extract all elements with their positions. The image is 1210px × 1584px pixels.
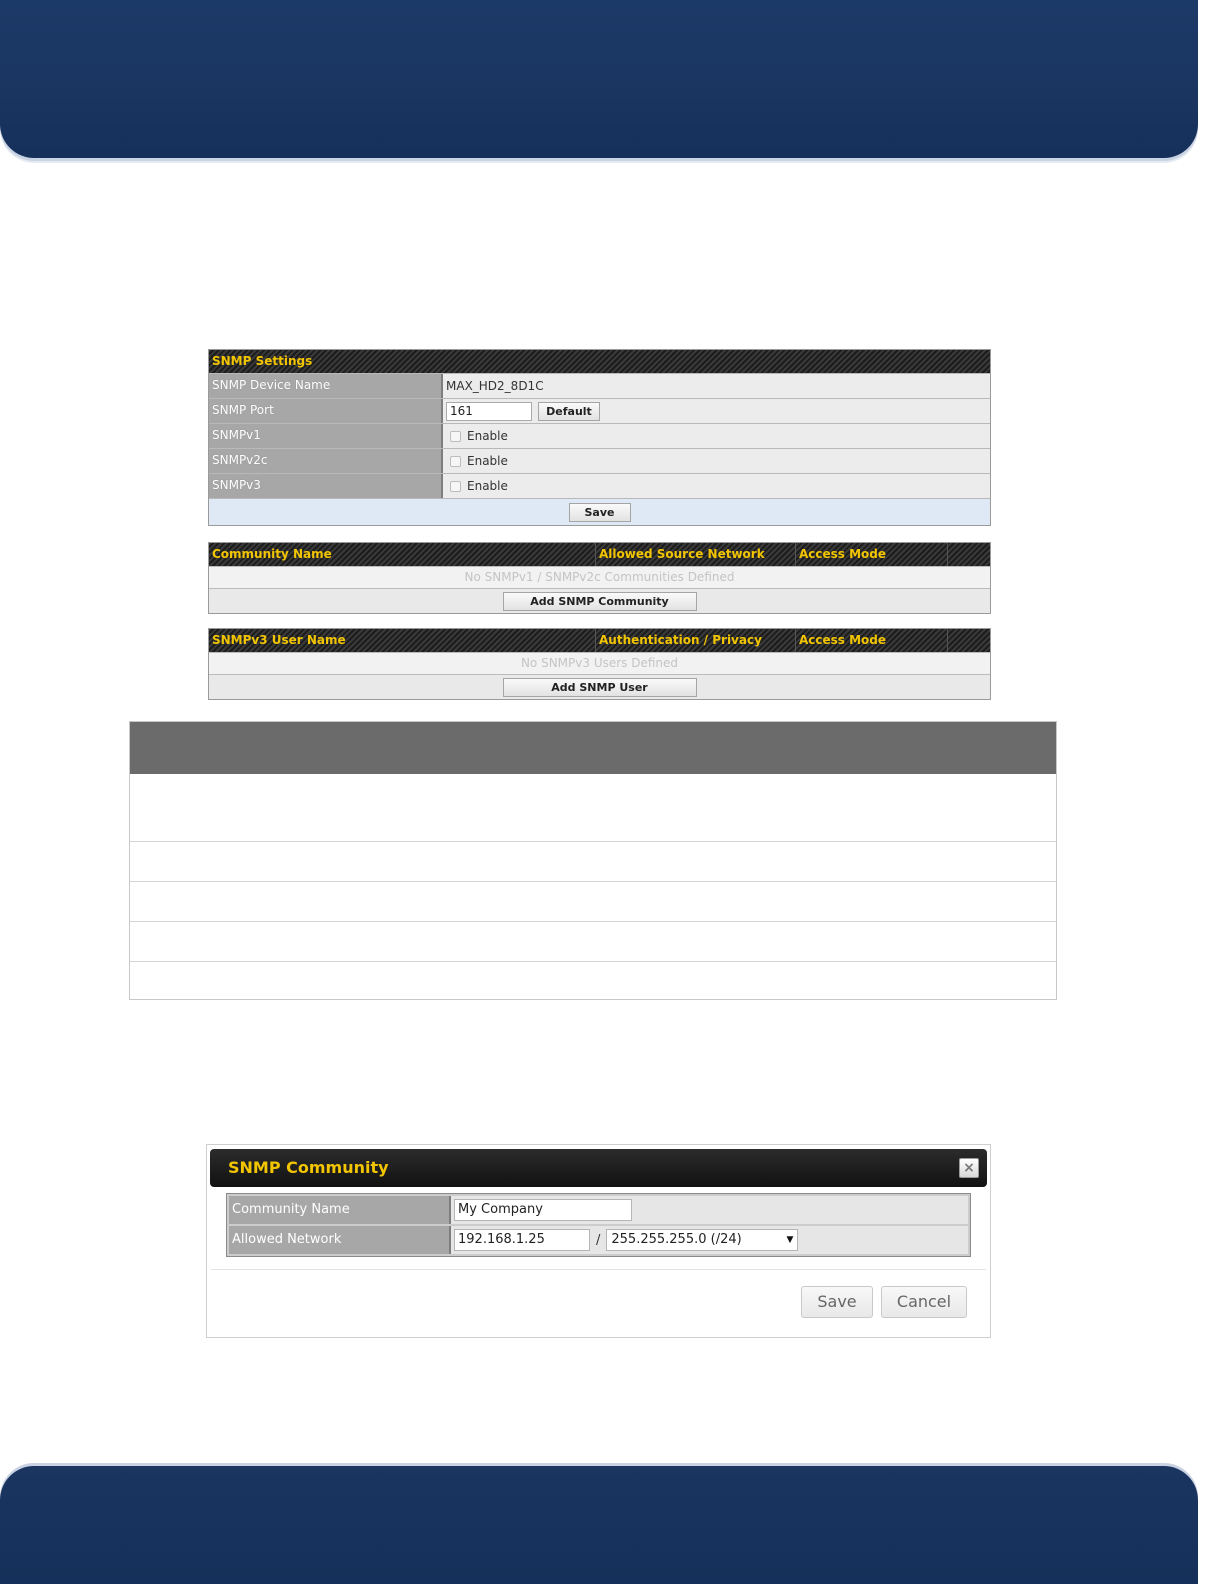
snmp-port-value xyxy=(443,399,990,423)
col-auth-privacy: Authentication / Privacy xyxy=(596,629,796,652)
users-table-header xyxy=(209,629,990,652)
dialog-save-button[interactable]: Save xyxy=(801,1286,873,1318)
allowed-network-label: Allowed Network xyxy=(229,1226,451,1254)
add-user-row xyxy=(209,674,990,699)
snmpv1-label: SNMPv1 xyxy=(209,424,443,448)
dialog-title: SNMP Community xyxy=(228,1158,389,1177)
description-row xyxy=(130,881,1056,921)
dropdown-arrow-icon: ▼ xyxy=(786,1235,794,1245)
allowed-network-value xyxy=(451,1226,968,1254)
save-settings-button[interactable]: Save xyxy=(569,503,631,522)
snmpv1-row xyxy=(209,423,990,448)
community-table-header xyxy=(209,543,990,566)
network-separator: / xyxy=(596,1232,601,1248)
device-name-row xyxy=(209,373,990,398)
col-allowed-source-network: Allowed Source Network xyxy=(596,543,796,566)
no-communities-text: No SNMPv1 / SNMPv2c Communities Defined xyxy=(209,566,990,588)
snmp-settings-title: SNMP Settings xyxy=(209,350,990,373)
add-snmp-user-button[interactable]: Add SNMP User xyxy=(503,678,697,697)
snmp-port-row xyxy=(209,398,990,423)
netmask-select[interactable] xyxy=(606,1229,798,1251)
description-row xyxy=(130,774,1056,841)
no-users-text: No SNMPv3 Users Defined xyxy=(209,652,990,674)
community-name-value xyxy=(451,1196,968,1224)
dialog-form xyxy=(226,1193,971,1257)
snmpv3-enable-checkbox[interactable] xyxy=(450,481,461,492)
snmpv1-value xyxy=(443,424,990,448)
snmpv3-users-table xyxy=(208,628,991,700)
col-community-name: Community Name xyxy=(209,543,596,566)
snmpv2c-row xyxy=(209,448,990,473)
snmpv3-value xyxy=(443,474,990,498)
snmpv2c-enable-label: Enable xyxy=(467,453,508,468)
close-icon[interactable]: × xyxy=(959,1158,979,1178)
network-ip-input[interactable]: 192.168.1.25 xyxy=(454,1229,590,1251)
col-user-name: SNMPv3 User Name xyxy=(209,629,596,652)
col-user-access-mode: Access Mode xyxy=(796,629,948,652)
device-name-label: SNMP Device Name xyxy=(209,374,443,398)
snmpv2c-enable-checkbox[interactable] xyxy=(450,456,461,467)
col-access-mode: Access Mode xyxy=(796,543,948,566)
save-row xyxy=(209,498,990,525)
col-user-actions xyxy=(948,629,990,652)
default-port-button[interactable]: Default xyxy=(538,402,600,421)
device-name-text: MAX_HD2_8D1C xyxy=(446,378,544,393)
dialog-footer xyxy=(211,1269,986,1333)
snmpv1-enable-label: Enable xyxy=(467,428,508,443)
add-snmp-community-button[interactable]: Add SNMP Community xyxy=(503,592,697,611)
dialog-title-bar xyxy=(210,1149,987,1187)
community-name-row xyxy=(229,1196,968,1224)
snmpv3-enable-label: Enable xyxy=(467,478,508,493)
description-table-header xyxy=(130,722,1056,774)
description-row xyxy=(130,921,1056,961)
netmask-selected-value: 255.255.255.0 (/24) xyxy=(611,1232,742,1247)
snmpv3-row xyxy=(209,473,990,498)
community-name-label: Community Name xyxy=(229,1196,451,1224)
snmp-settings-panel xyxy=(208,349,991,526)
snmp-port-label: SNMP Port xyxy=(209,399,443,423)
snmpv3-label: SNMPv3 xyxy=(209,474,443,498)
bottom-banner xyxy=(0,1466,1198,1584)
top-banner xyxy=(0,0,1198,158)
snmpv2c-value xyxy=(443,449,990,473)
description-row xyxy=(130,841,1056,881)
col-actions xyxy=(948,543,990,566)
community-table xyxy=(208,542,991,614)
description-table xyxy=(129,721,1057,1000)
community-name-input[interactable]: My Company xyxy=(454,1199,632,1221)
description-row xyxy=(130,961,1056,999)
snmpv2c-label: SNMPv2c xyxy=(209,449,443,473)
snmpv1-enable-checkbox[interactable] xyxy=(450,431,461,442)
allowed-network-row xyxy=(229,1226,968,1254)
add-community-row xyxy=(209,588,990,613)
snmp-port-input[interactable]: 161 xyxy=(446,402,532,421)
device-name-value xyxy=(443,374,990,398)
dialog-cancel-button[interactable]: Cancel xyxy=(881,1286,967,1318)
